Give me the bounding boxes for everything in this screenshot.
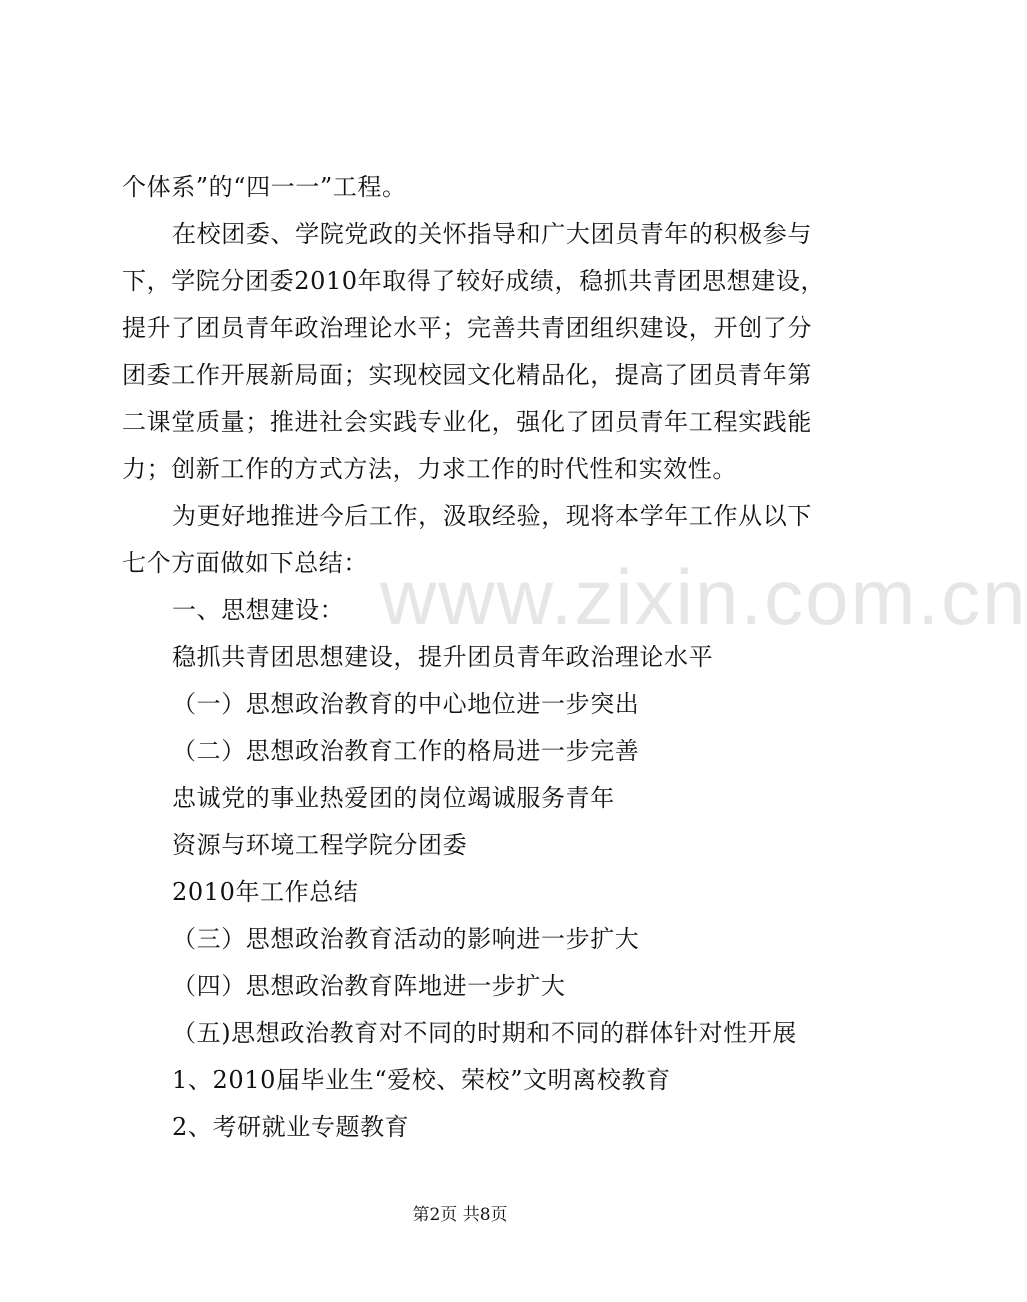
subsection-heading: （二）思想政治教育工作的格局进一步完善 xyxy=(172,737,640,765)
paragraph-line: 力；创新工作的方式方法，力求工作的时代性和实效性。 xyxy=(122,455,737,483)
subsection-heading: （一）思想政治教育的中心地位进一步突出 xyxy=(172,690,640,718)
subsection-heading: （五)思想政治教育对不同的时期和不同的群体针对性开展 xyxy=(172,1019,797,1047)
document-body xyxy=(122,164,826,1151)
paragraph-line: 七个方面做如下总结： xyxy=(122,549,368,577)
paragraph-line: 团委工作开展新局面；实现校园文化精品化，提高了团员青年第 xyxy=(122,361,812,389)
slogan-line: 忠诚党的事业热爱团的岗位竭诚服务青年 xyxy=(172,784,615,812)
subsection-heading: （四）思想政治教育阵地进一步扩大 xyxy=(172,972,566,1000)
section-subtitle: 稳抓共青团思想建设，提升团员青年政治理论水平 xyxy=(172,643,714,671)
paragraph-line: 二课堂质量；推进社会实践专业化，强化了团员青年工程实践能 xyxy=(122,408,812,436)
watermark: www.zixin.com.cn xyxy=(380,553,1027,641)
paragraph-line: 为更好地推进今后工作，汲取经验，现将本学年工作从以下 xyxy=(172,502,812,530)
paragraph-line: 下，学院分团委2010年取得了较好成绩，稳抓共青团思想建设， xyxy=(122,267,826,295)
page-number-footer: 第2页 共8页 xyxy=(412,1205,508,1225)
subsection-heading: （三）思想政治教育活动的影响进一步扩大 xyxy=(172,925,640,953)
paragraph-line: 提升了团员青年政治理论水平；完善共青团组织建设，开创了分 xyxy=(122,314,812,342)
paragraph-line: 在校团委、学院党政的关怀指导和广大团员青年的积极参与 xyxy=(172,220,812,248)
organization-name: 资源与环境工程学院分团委 xyxy=(172,831,468,859)
list-item: 2、考研就业专题教育 xyxy=(172,1113,410,1141)
section-heading: 一、思想建设： xyxy=(172,596,345,624)
paragraph-line: 个体系”的“四一一”工程。 xyxy=(122,173,407,201)
list-item: 1、2010届毕业生“爱校、荣校”文明离校教育 xyxy=(172,1066,671,1094)
document-title: 2010年工作总结 xyxy=(172,878,359,906)
